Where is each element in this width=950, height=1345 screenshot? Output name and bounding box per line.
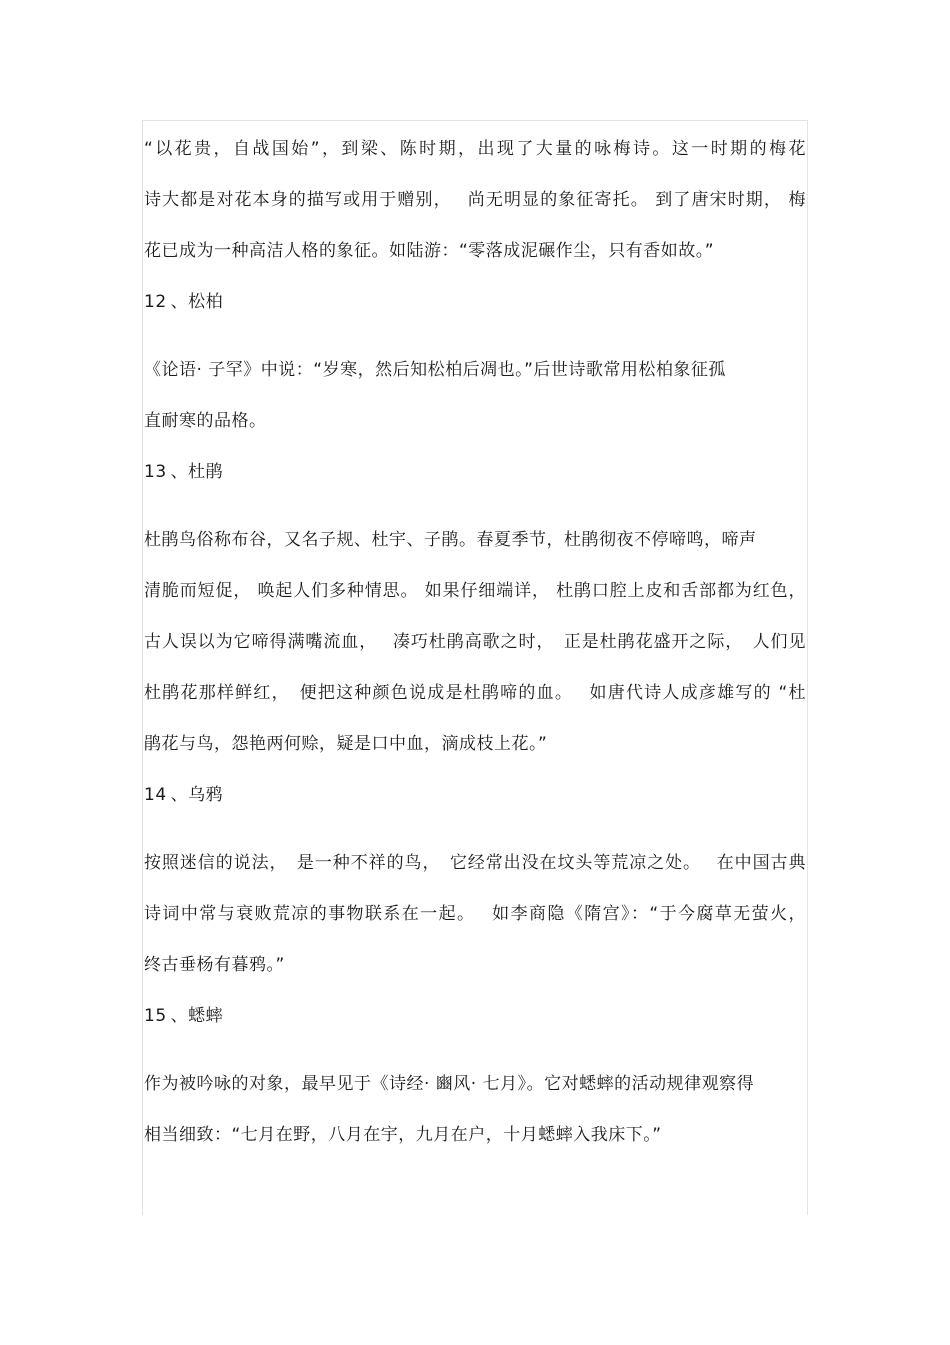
paragraph-line: 诗词中常与衰败荒凉的事物联系在一起。 如李商隐《隋宫》：“于今腐草无萤火， [144,904,806,924]
section-title: 、杜鹃 [170,462,224,482]
paragraph-line: 古人误以为它啼得满嘴流血， 凑巧杜鹃高歌之时， 正是杜鹃花盛开之际， 人们见 [144,632,806,652]
section-heading [144,447,806,498]
section-title: 、松柏 [170,292,224,312]
section-title: 、乌鸦 [170,785,224,805]
document-body [144,124,806,1161]
section-number: 15 [144,1006,167,1026]
paragraph-line: “以花贵，自战国始”，到梁、陈时期，出现了大量的咏梅诗。这一时期的梅花 [144,139,806,159]
spacer [144,821,806,838]
paragraph-line: 按照迷信的说法， 是一种不祥的鸟， 它经常出没在坟头等荒凉之处。 在中国古典 [144,853,806,873]
spacer [144,328,806,345]
paragraph-line: 花已成为一种高洁人格的象征。如陆游：“零落成泥碾作尘，只有香如故。” [144,241,715,261]
paragraph-line: 诗大都是对花本身的描写或用于赠别， 尚无明显的象征寄托。 到了唐宋时期， 梅 [144,190,806,210]
section-paragraph [144,838,806,991]
section-number: 14 [144,785,167,805]
paragraph-line: 清脆而短促， 唤起人们多种情思。 如果仔细端详， 杜鹃口腔上皮和舌部都为红色， [144,581,806,601]
spacer [144,498,806,515]
section-paragraph [144,345,806,447]
section-number: 13 [144,462,167,482]
section-heading [144,991,806,1042]
paragraph-line: 《论语· 子罕》中说：“岁寒，然后知松柏后凋也。”后世诗歌常用松柏象征孤 [144,360,726,380]
paragraph-line: 杜鹃花那样鲜红， 便把这种颜色说成是杜鹃啼的血。 如唐代诗人成彦雄写的 “杜 [144,683,806,703]
paragraph-line: 杜鹃鸟俗称布谷，又名子规、杜宇、子鹃。春夏季节，杜鹃彻夜不停啼鸣，啼声 [144,530,757,550]
intro-paragraph [144,124,806,277]
section-heading [144,277,806,328]
paragraph-line: 作为被吟咏的对象，最早见于《诗经· 豳风· 七月》。它对蟋蟀的活动规律观察得 [144,1074,755,1094]
section-paragraph [144,515,806,770]
paragraph-line: 相当细致：“七月在野，八月在宇，九月在户，十月蟋蟀入我床下。” [144,1125,662,1145]
paragraph-line: 直耐寒的品格。 [144,411,267,431]
paragraph-line: 终古垂杨有暮鸦。” [144,955,285,975]
section-paragraph [144,1059,806,1161]
spacer [144,1042,806,1059]
section-heading [144,770,806,821]
paragraph-line: 鹃花与鸟，怨艳两何赊，疑是口中血，滴成枝上花。” [144,734,548,754]
section-number: 12 [144,292,167,312]
section-title: 、蟋蟀 [170,1006,224,1026]
